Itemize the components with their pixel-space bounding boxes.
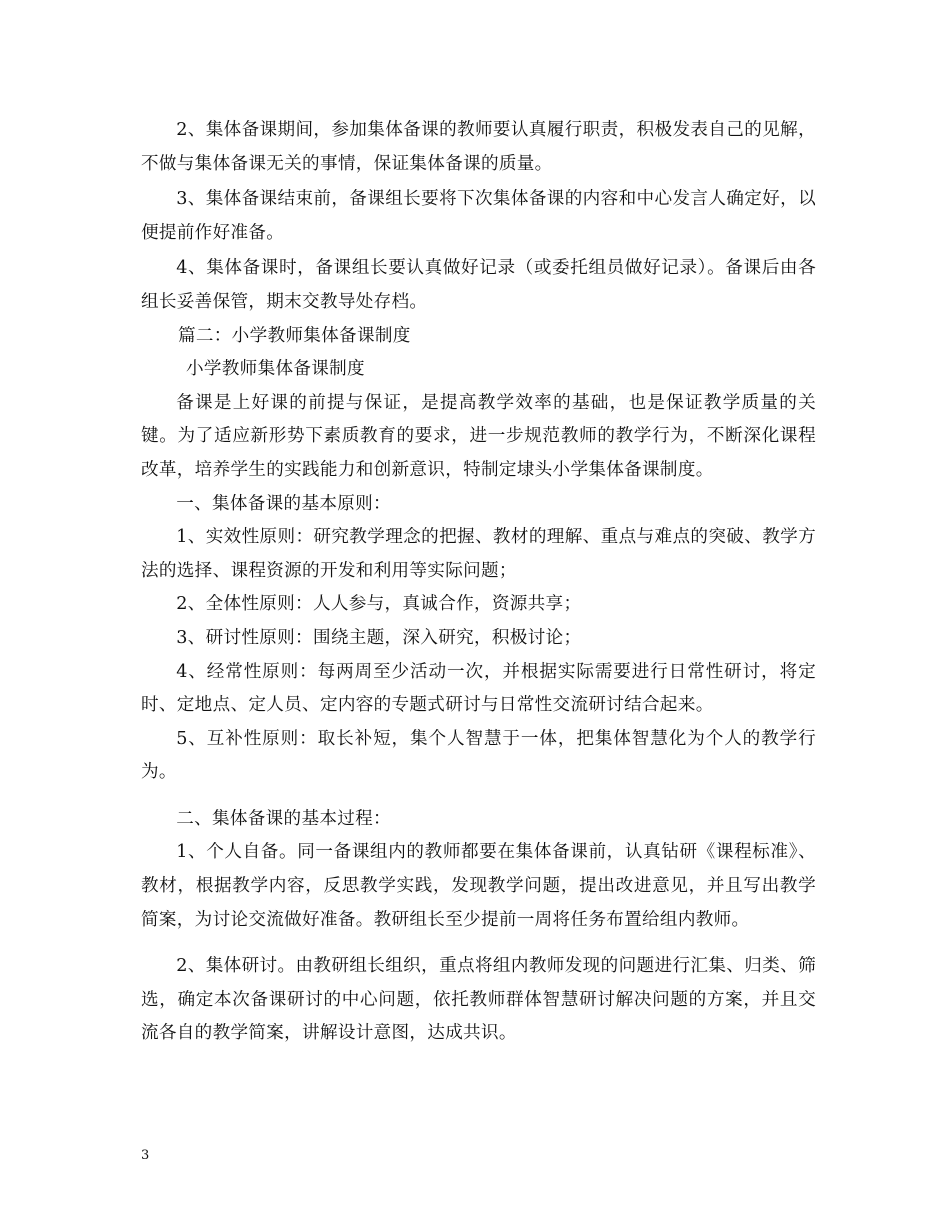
heading-basic-process: 二、集体备课的基本过程：: [176, 808, 391, 829]
paragraph-principle-3: 3、研讨性原则：围绕主题，深入研究，积极讨论；: [176, 627, 582, 648]
paragraph-principle-1: 1、实效性原则：研究教学理念的把握、教材的理解、重点与难点的突破、教学方法的选择、课程资源的开发和利用等实际问题；: [141, 527, 816, 581]
paragraph-process-2: 2、集体研讨。由教研组长组织，重点将组内教师发现的问题进行汇集、归类、筛选，确定本次备课研讨的中心问题，依托教师群体智慧研讨解决问题的方案，并且交流各自的教学简案，讲解设计意图，达成共识。: [141, 956, 816, 1044]
paragraph-rule-4: 4、集体备课时，备课组长要认真做好记录（或委托组员做好记录）。备课后由各组长妥善保管，期末交教导处存档。: [141, 258, 816, 312]
document-subtitle: 小学教师集体备课制度: [186, 359, 365, 380]
paragraph-rule-3: 3、集体备课结束前，备课组长要将下次集体备课的内容和中心发言人确定好，以便提前作好准备。: [141, 189, 816, 243]
section-title-part-two: 篇二：小学教师集体备课制度: [178, 325, 411, 346]
paragraph-rule-2: 2、集体备课期间，参加集体备课的教师要认真履行职责，积极发表自己的见解，不做与集体备课无关的事情，保证集体备课的质量。: [141, 120, 816, 174]
paragraph-principle-5: 5、互补性原则：取长补短，集个人智慧于一体，把集体智慧化为个人的教学行为。: [141, 728, 816, 783]
heading-basic-principles: 一、集体备课的基本原则：: [176, 493, 391, 514]
paragraph-intro: 备课是上好课的前提与保证，是提高教学效率的基础，也是保证教学质量的关键。为了适应新形势下素质教育的要求，进一步规范教师的教学行为，不断深化课程改革，培养学生的实践能力和创新意识，特制定埭头小学集体备课制度。: [141, 392, 816, 480]
paragraph-process-1: 1、个人自备。同一备课组内的教师都要在集体备课前，认真钻研《课程标准》、教材，根据教学内容，反思教学实践，发现教学问题，提出改进意见，并且写出教学简案，为讨论交流做好准备。教研组长至少提前一周将任务布置给组内教师。: [141, 842, 816, 930]
page-body: [141, 114, 816, 1051]
paragraph-principle-2: 2、全体性原则：人人参与，真诚合作，资源共享；: [176, 594, 582, 615]
page-number: 3: [141, 1148, 150, 1163]
paragraph-principle-4: 4、经常性原则：每两周至少活动一次，并根据实际需要进行日常性研讨，将定时、定地点、定人员、定内容的专题式研讨与日常性交流研讨结合起来。: [141, 661, 816, 716]
